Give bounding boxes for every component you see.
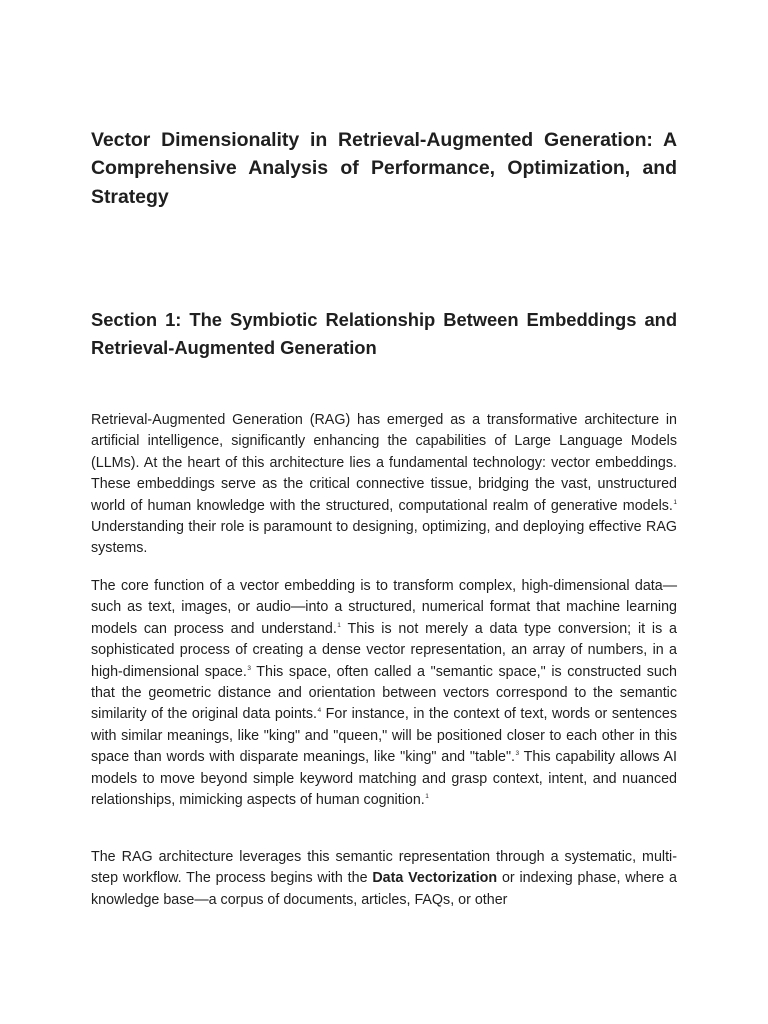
paragraph-2-text: This capability allows AI models to move beyond simple keyword matching and grasp context, intent, and nuanced relationships, mimicking aspects of human cognition. (91, 749, 677, 809)
citation-marker: 1 (425, 793, 429, 801)
citation-marker: 1 (673, 498, 677, 506)
paragraph-1-text: Retrieval-Augmented Generation (RAG) has emerged as a transformative architecture in artificial intelligence, significantly enhancing the capabilities of Large Language Models (LLMs). At the heart of this architecture lies a fundamental technology: vector embeddings. These embeddings serve as the critical connective tissue, bridging the vast, unstructured world of human knowledge with the structured, computational realm of generative models. (91, 412, 677, 514)
paragraph-3-text: The RAG architecture leverages this semantic representation through a systematic, multi-step workflow. The process begins with the (91, 849, 677, 887)
citation-marker: 3 (515, 750, 520, 758)
paragraph-3-text: or indexing phase, where a knowledge base—a corpus of documents, articles, FAQs, or other (91, 870, 677, 908)
bold-term-data-vectorization: Data Vectorization (372, 870, 498, 887)
section-1-heading: Section 1: The Symbiotic Relationship Between Embeddings and Retrieval-Augmented Generation (91, 309, 677, 358)
citation-marker: 4 (317, 707, 322, 715)
paragraph-2-text: This is not merely a data type conversion; it is a sophisticated process of creating a dense vector representation, an array of numbers, in a high-dimensional space. (91, 620, 677, 680)
paragraph-2-text: The core function of a vector embedding is to transform complex, high-dimensional data—such as text, images, or audio—into a structured, numerical format that machine learning models can process and understand. (91, 578, 677, 637)
paragraph-2-text: This space, often called a "semantic space," is constructed such that the geometric distance and orientation between vectors correspond to the semantic similarity of the original data points. (91, 663, 677, 723)
paragraph-1-text: Understanding their role is paramount to designing, optimizing, and deploying effective RAG systems. (91, 519, 677, 557)
document-title: Vector Dimensionality in Retrieval-Augmented Generation: A Comprehensive Analysis of Performance, Optimization, and Strategy (91, 129, 677, 208)
citation-marker: 1 (337, 621, 341, 629)
citation-marker: 3 (247, 664, 251, 672)
paragraph-2-text: For instance, in the context of text, words or sentences with similar meanings, like "king" and "queen," will be positioned closer to each other in this space than words with disparate meanings, like "king" and "table". (91, 706, 677, 766)
body-paragraph-2 (91, 576, 677, 811)
body-paragraph-3 (91, 847, 677, 911)
body-paragraph-1 (91, 410, 677, 560)
